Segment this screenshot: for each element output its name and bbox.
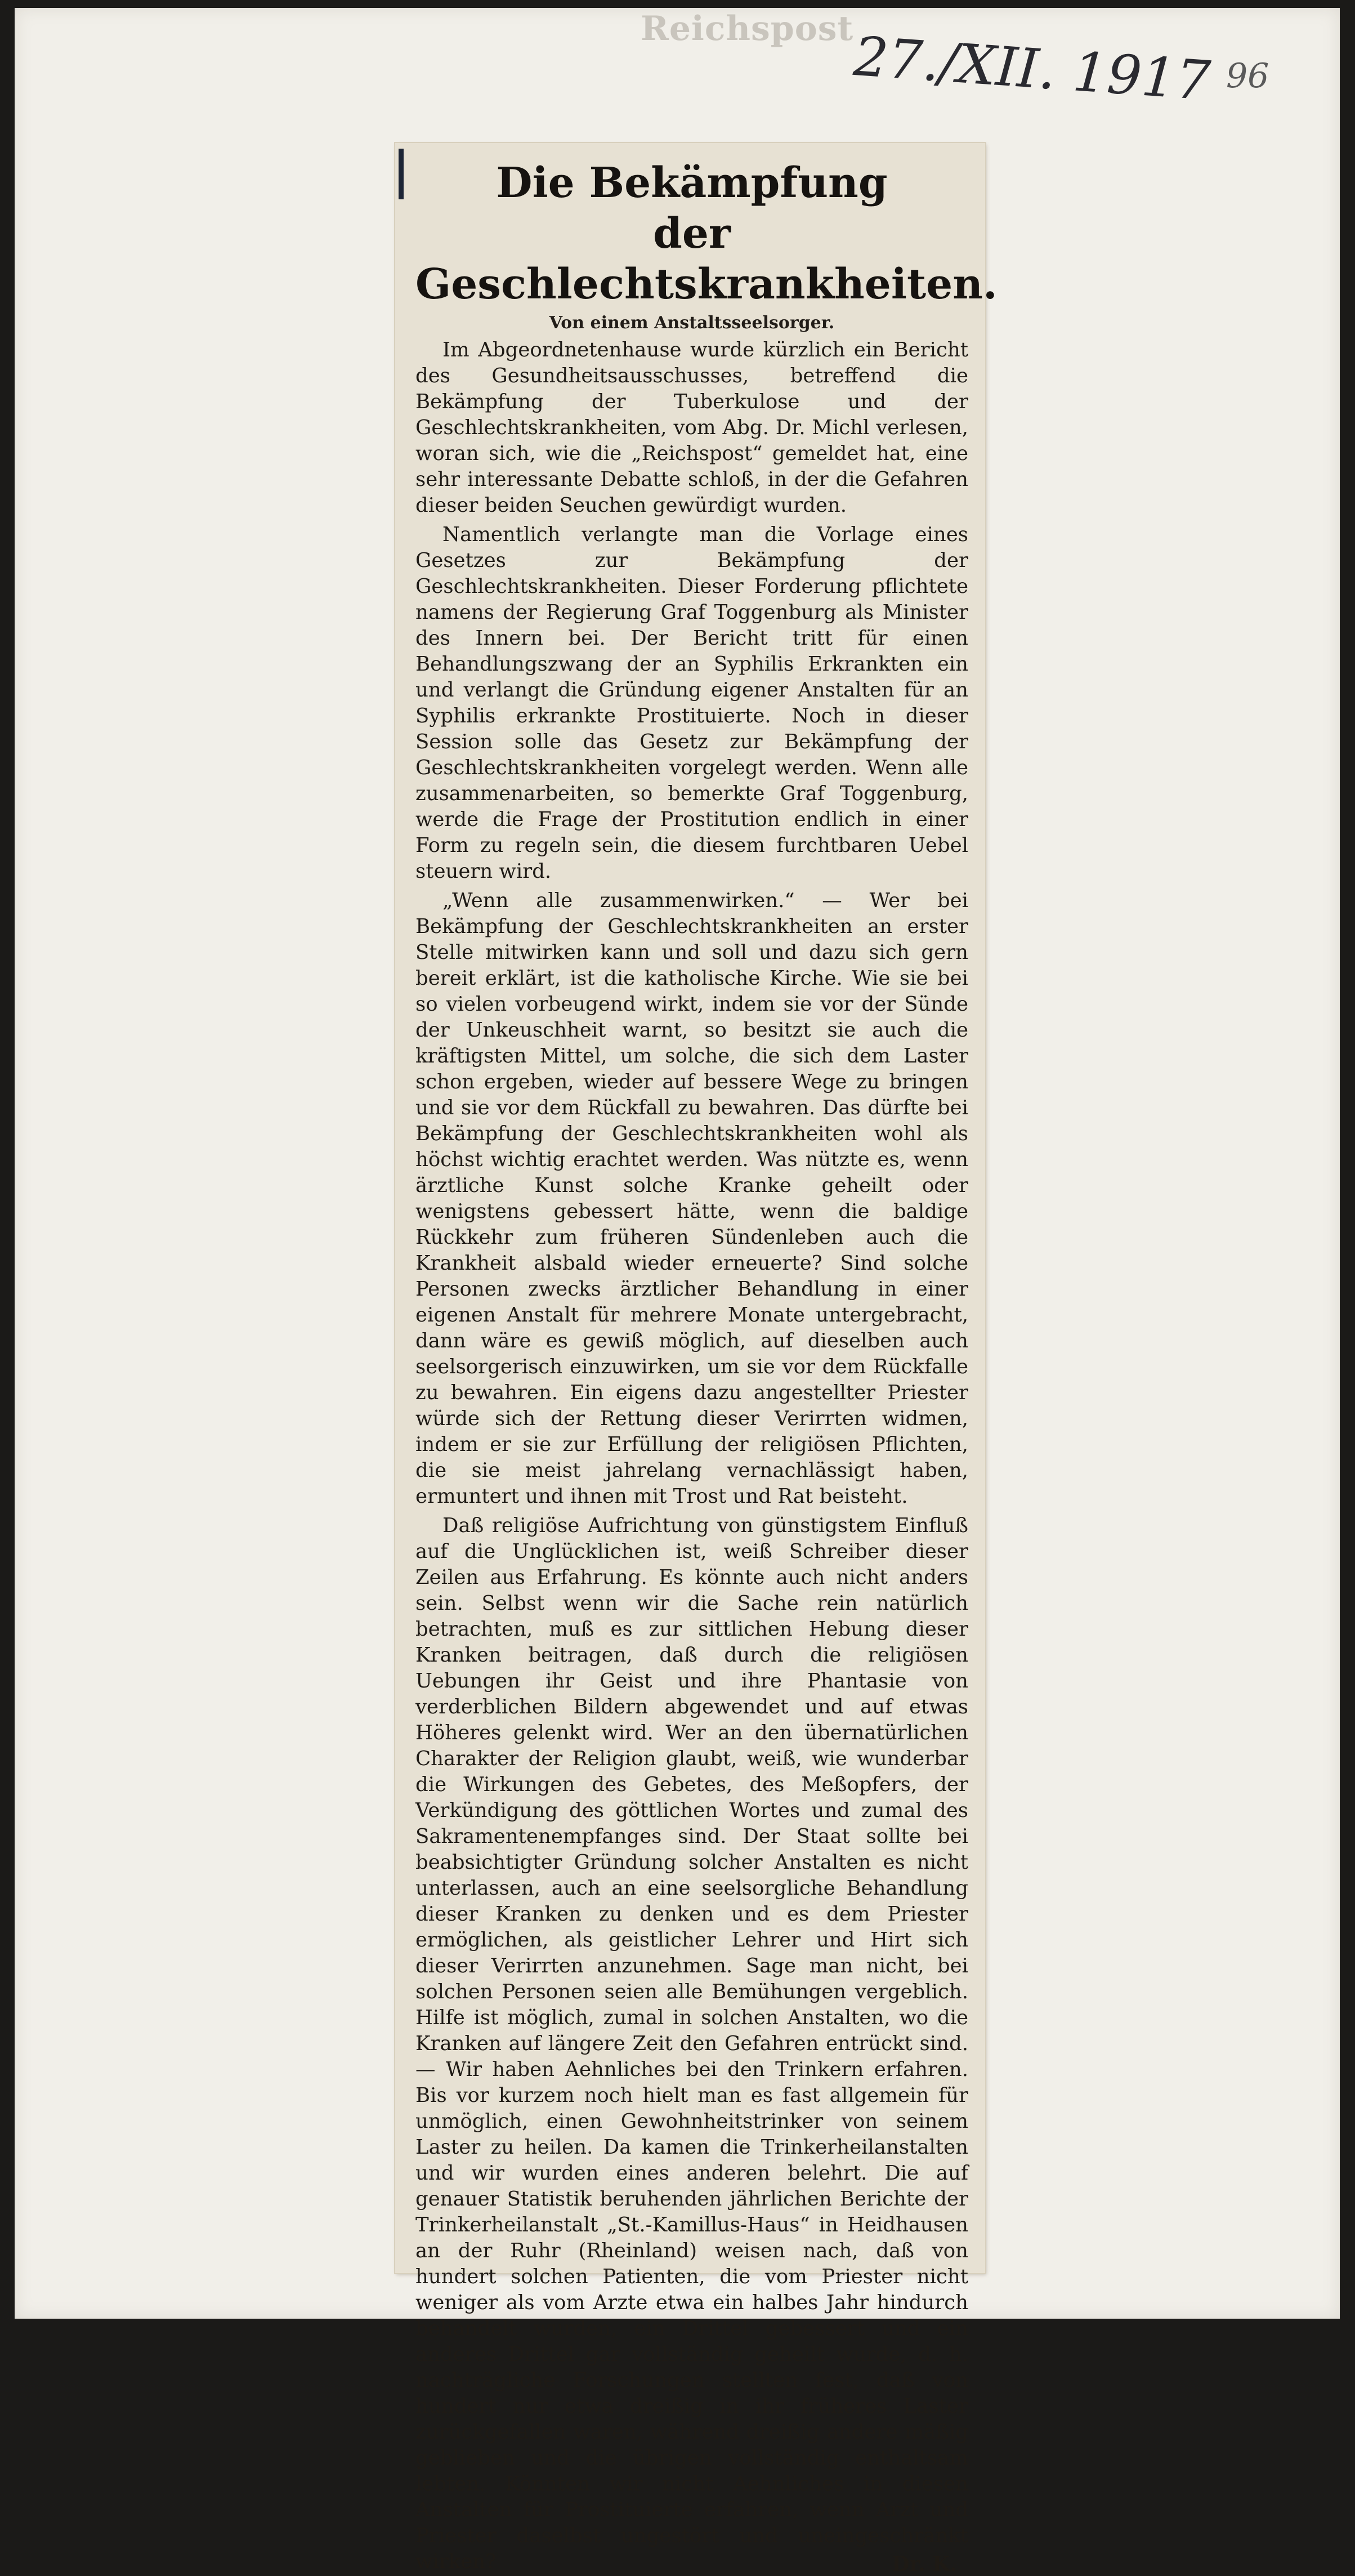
- article-paragraph: Namentlich verlangte man die Vorlage eines Gesetzes zur Bekämpfung der Geschlechtskrankheiten. Dieser Forderung pflichtete namens der Regierung Graf Toggenburg als Minister des Innern bei. Der Bericht tritt für einen Behandlungszwang der an Syphilis Erkrankten ein und verlangt die Gründung eigener Anstalten für an Syphilis erkrankte Prostituierte. Noch in dieser Session solle das Gesetz zur Bekämpfung der Geschlechtskrankheiten vorgelegt werden. Wenn alle zusammenarbeiten, so bemerkte Graf Toggenburg, werde die Frage der Prostitution endlich in einer Form zu regeln sein, die diesem furchtbaren Uebel steuern wird.: [415, 523, 968, 883]
- article-headline: [415, 158, 998, 310]
- newspaper-stamp: Reichspost: [641, 9, 854, 48]
- headline-line-2: der Geschlechtskrankheiten.: [415, 209, 998, 309]
- newspaper-clipping: [395, 143, 998, 2576]
- article-paragraph: Daß religiöse Aufrichtung von günstigstem Einfluß auf die Unglücklichen ist, weiß Schreiber dieser Zeilen aus Erfahrung. Es könnte auch nicht anders sein. Selbst wenn wir die Sache rein natürlich betrachten, muß es zur sittlichen Hebung dieser Kranken beitragen, daß durch die religiösen Uebungen ihr Geist und ihre Phantasie von verderblichen Bildern abgewendet und auf etwas Höheres gelenkt wird. Wer an den übernatürlichen Charakter der Religion glaubt, weiß, wie wunderbar die Wirkungen des Gebetes, des Meßopfers, der Verkündigung des göttlichen Wortes und zumal des Sakramentenempfanges sind. Der Staat sollte bei beabsichtigter Gründung solcher Anstalten es nicht unterlassen, auch an eine seelsorgliche Behandlung dieser Kranken zu denken und es dem Priester ermöglichen, als geistlicher Lehrer und Hirt sich dieser Verirrten anzunehmen. Sage man nicht, bei solchen Personen seien alle Bemühungen vergeblich. Hilfe ist möglich, zumal in solchen Anstalten, wo die Kranken auf längere Zeit den Gefahren entrückt sind. — Wir haben Aehnliches bei den Trinkern erfahren. Bis vor kurzem noch hielt man es fast allgemein für unmöglich, einen Gewohnheitstrinker von seinem Laster zu heilen. Da kamen die Trinkerheilanstalten und wir wurden eines anderen belehrt. Die auf genauer Statistik beruhenden jährlichen Berichte der Trinkerheilanstalt „St.-Kamillus-Haus“ in Heidhausen an der Ruhr (Rheinland) weisen nach, daß von hundert solchen Patienten, die vom Priester nicht weniger als vom Arzte etwa ein halbes Jahr hindurch behandelt wurden, ein Drittel gebessert und ein anderes Drittel gar vollständig geheilt wurde, d. h. nachträgliche Forschungen stellten fest, daß von hundert nur etwa dreißig in ihr früheres Laster zurückgefallen waren, während dreißig andere mäßig geblieben und die übrigen vollständig enthaltsam lebten. Könnten wir nicht Aehnliches in diesen Anstalten für Prostituierte erfahren, wenn Arzt und Priester daselbst ungestört und uneingeschränkt wirken?: [415, 1514, 968, 2573]
- archive-sheet: [15, 8, 1340, 2576]
- article-paragraph: Im Abgeordnetenhause wurde kürzlich ein Bericht des Gesundheitsausschusses, betreffend die Bekämpfung der Tuberkulose und der Geschlechtskrankheiten, vom Abg. Dr. Michl verlesen, woran sich, wie die „Reichspost“ gemeldet hat, eine sehr interessante Debatte schloß, in der die Gefahren dieser beiden Seuchen gewürdigt wurden.: [415, 338, 968, 517]
- headline-line-1: Die Bekämpfung: [496, 159, 888, 207]
- article-byline: Von einem Anstaltsseelsorger.: [549, 313, 835, 333]
- article-signature: Dr. K.: [892, 2552, 957, 2576]
- article-paragraph: „Wenn alle zusammenwirken.“ — Wer bei Bekämpfung der Geschlechtskrankheiten an erster Stelle mitwirken kann und soll und dazu sich gern bereit erklärt, ist die katholische Kirche. Wie sie bei so vielen vorbeugend wirkt, indem sie vor der Sünde der Unkeuschheit warnt, so besitzt sie auch die kräftigsten Mittel, um solche, die sich dem Laster schon ergeben, wieder auf bessere Wege zu bringen und sie vor dem Rückfall zu bewahren. Das dürfte bei Bekämpfung der Geschlechtskrankheiten wohl als höchst wichtig erachtet werden. Was nützte es, wenn ärztliche Kunst solche Kranke geheilt oder wenigstens gebessert hätte, wenn die baldige Rückkehr zum früheren Sündenleben auch die Krankheit alsbald wieder erneuerte? Sind solche Personen zwecks ärztlicher Behandlung in einer eigenen Anstalt für mehrere Monate untergebracht, dann wäre es gewiß möglich, auf dieselben auch seelsorgerisch einzuwirken, um sie vor dem Rückfalle zu bewahren. Ein eigens dazu angestellter Priester würde sich der Rettung dieser Verirrten widmen, indem er sie zur Erfüllung der religiösen Pflichten, die sie meist jahrelang vernachlässigt haben, ermuntert und ihnen mit Trost und Rat beisteht.: [415, 889, 968, 1508]
- handwritten-date: 27./XII. 1917: [851, 25, 1213, 113]
- handwritten-page-number: 96: [1226, 56, 1269, 96]
